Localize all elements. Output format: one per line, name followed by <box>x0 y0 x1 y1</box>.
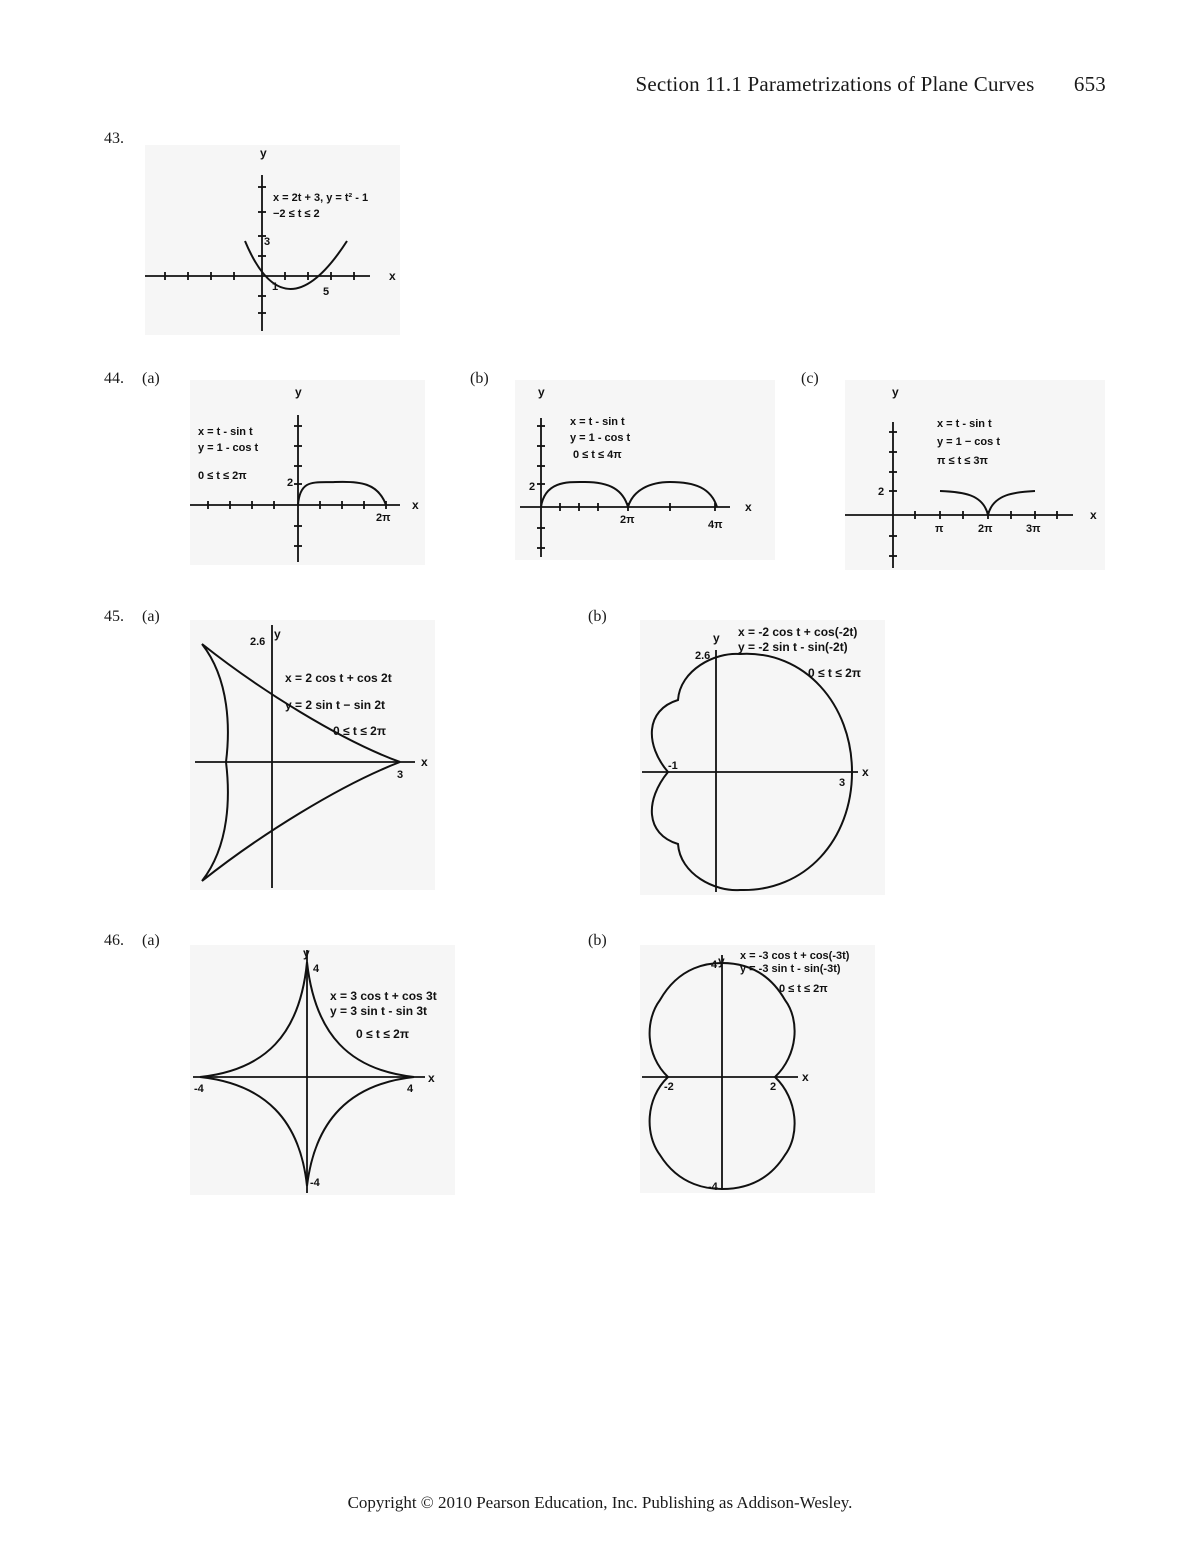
equation-line-3: π ≤ t ≤ 3π <box>937 455 988 467</box>
tick-label-yneg4: -4 <box>708 1181 718 1193</box>
tick-label-yneg4: -4 <box>310 1177 320 1189</box>
x-axis-label: x <box>428 1071 435 1085</box>
cycloid-arches <box>541 482 717 507</box>
y-axis-label: y <box>260 146 267 160</box>
copyright-footer: Copyright © 2010 Pearson Education, Inc. Publishing as Addison-Wesley. <box>347 1493 853 1512</box>
problem-number-43: 43. <box>104 130 124 147</box>
equation-line-1: x = t - sin t <box>570 416 625 428</box>
equation-line-3: 0 ≤ t ≤ 2π <box>356 1027 410 1041</box>
plot-44b-svg <box>515 380 775 560</box>
equation-line-2: y = 2 sin t − sin 2t <box>285 698 386 712</box>
cycloid-cusp <box>940 491 1035 515</box>
tick-label-xneg2: -2 <box>664 1081 674 1093</box>
equation-line-3: 0 ≤ t ≤ 4π <box>573 449 622 461</box>
tick-label-2pi: 2π <box>620 514 635 526</box>
plot-44a-svg <box>190 380 425 565</box>
y-axis-label: y <box>718 954 725 968</box>
equation-line-1: x = 2 cos t + cos 2t <box>285 671 392 685</box>
tick-label-4pi: 4π <box>708 519 723 531</box>
parabola-curve <box>245 241 347 289</box>
plot-44a <box>190 380 425 565</box>
y-axis-label: y <box>303 946 310 960</box>
tick-label-x5: 5 <box>323 286 330 298</box>
tick-label-x4: 4 <box>407 1083 414 1095</box>
y-axis-label: y <box>274 627 281 641</box>
y-axis-label: y <box>295 385 302 399</box>
problem-number-46: 46. <box>104 932 124 949</box>
part-label-44b: (b) <box>470 370 489 387</box>
page-number: 653 <box>1073 72 1106 96</box>
section-title: Section 11.1 Parametrizations of Plane Curves <box>635 72 1035 96</box>
plot-44c <box>845 380 1105 570</box>
tick-label-neg1: -1 <box>668 760 678 772</box>
plot-45a <box>190 620 435 890</box>
equation-line-1: x = 2t + 3, y = t² - 1 <box>273 192 369 204</box>
equation-line-1: x = t - sin t <box>937 418 992 430</box>
part-label-45b: (b) <box>588 608 607 625</box>
tick-label-pi: π <box>935 523 944 535</box>
tick-label-y3: 3 <box>264 236 271 248</box>
plot-45b <box>640 620 885 895</box>
equation-line-2: y = 1 - cos t <box>198 442 259 454</box>
equation-line-2: y = 3 sin t - sin 3t <box>330 1004 428 1018</box>
equation-line-2: y = 1 − cos t <box>937 436 1000 448</box>
y-axis-label: y <box>713 631 720 645</box>
problem-number-44: 44. <box>104 370 124 387</box>
tick-label-y2: 2 <box>878 486 885 498</box>
equation-line-2: y = -2 sin t - sin(-2t) <box>738 640 848 654</box>
x-axis-label: x <box>421 755 428 769</box>
x-axis-label: x <box>745 500 752 514</box>
y-axis-label: y <box>892 385 899 399</box>
equation-line-3: 0 ≤ t ≤ 2π <box>779 983 828 995</box>
tick-label-3: 3 <box>839 777 846 789</box>
plot-46b-svg <box>640 945 875 1193</box>
plot-46a <box>190 945 455 1195</box>
tick-label-3pi: 3π <box>1026 523 1041 535</box>
part-label-44c: (c) <box>801 370 819 387</box>
plot-45b-svg <box>640 620 885 895</box>
tick-label-y2: 2 <box>529 481 536 493</box>
equation-line-3: 0 ≤ t ≤ 2π <box>198 470 247 482</box>
equation-line-2: y = 1 - cos t <box>570 432 631 444</box>
part-label-46b: (b) <box>588 932 607 949</box>
plot-43-svg <box>145 145 400 335</box>
plot-46a-svg <box>190 945 455 1195</box>
equation-line-3: 0 ≤ t ≤ 2π <box>333 724 387 738</box>
y-axis-label: y <box>538 385 545 399</box>
plot-45a-svg <box>190 620 435 890</box>
tick-label-2-6: 2.6 <box>250 636 266 648</box>
tick-label-2-6: 2.6 <box>695 650 711 662</box>
x-axis-label: x <box>1090 508 1097 522</box>
equation-line-1: x = -3 cos t + cos(-3t) <box>740 950 850 962</box>
part-label-45a: (a) <box>142 608 160 625</box>
equation-line-1: x = -2 cos t + cos(-2t) <box>738 625 858 639</box>
tick-label-3: 3 <box>397 769 404 781</box>
part-label-44a: (a) <box>142 370 160 387</box>
tick-label-y4: 4 <box>313 963 320 975</box>
plot-46b <box>640 945 875 1193</box>
x-axis-label: x <box>862 765 869 779</box>
x-axis-label: x <box>412 498 419 512</box>
x-axis-label: x <box>802 1070 809 1084</box>
equation-line-2: y = -3 sin t - sin(-3t) <box>740 963 841 975</box>
plot-43 <box>145 145 400 335</box>
tick-label-xneg4: -4 <box>194 1083 204 1095</box>
tick-label-x2: 2 <box>770 1081 777 1093</box>
x-axis-label: x <box>389 269 396 283</box>
part-label-46a: (a) <box>142 932 160 949</box>
plot-44c-svg <box>845 380 1105 570</box>
equation-line-1: x = t - sin t <box>198 426 253 438</box>
tick-label-y2: 2 <box>287 477 294 489</box>
equation-line-1: x = 3 cos t + cos 3t <box>330 989 437 1003</box>
page-header <box>635 72 1106 97</box>
plot-44b <box>515 380 775 560</box>
equation-line-3: 0 ≤ t ≤ 2π <box>808 666 862 680</box>
equation-line-2: −2 ≤ t ≤ 2 <box>273 208 320 220</box>
problem-number-45: 45. <box>104 608 124 625</box>
tick-label-y4: 4 <box>711 959 718 971</box>
tick-label-x1: 1 <box>272 281 279 293</box>
tick-label-2pi: 2π <box>376 512 391 524</box>
tick-label-2pi: 2π <box>978 523 993 535</box>
